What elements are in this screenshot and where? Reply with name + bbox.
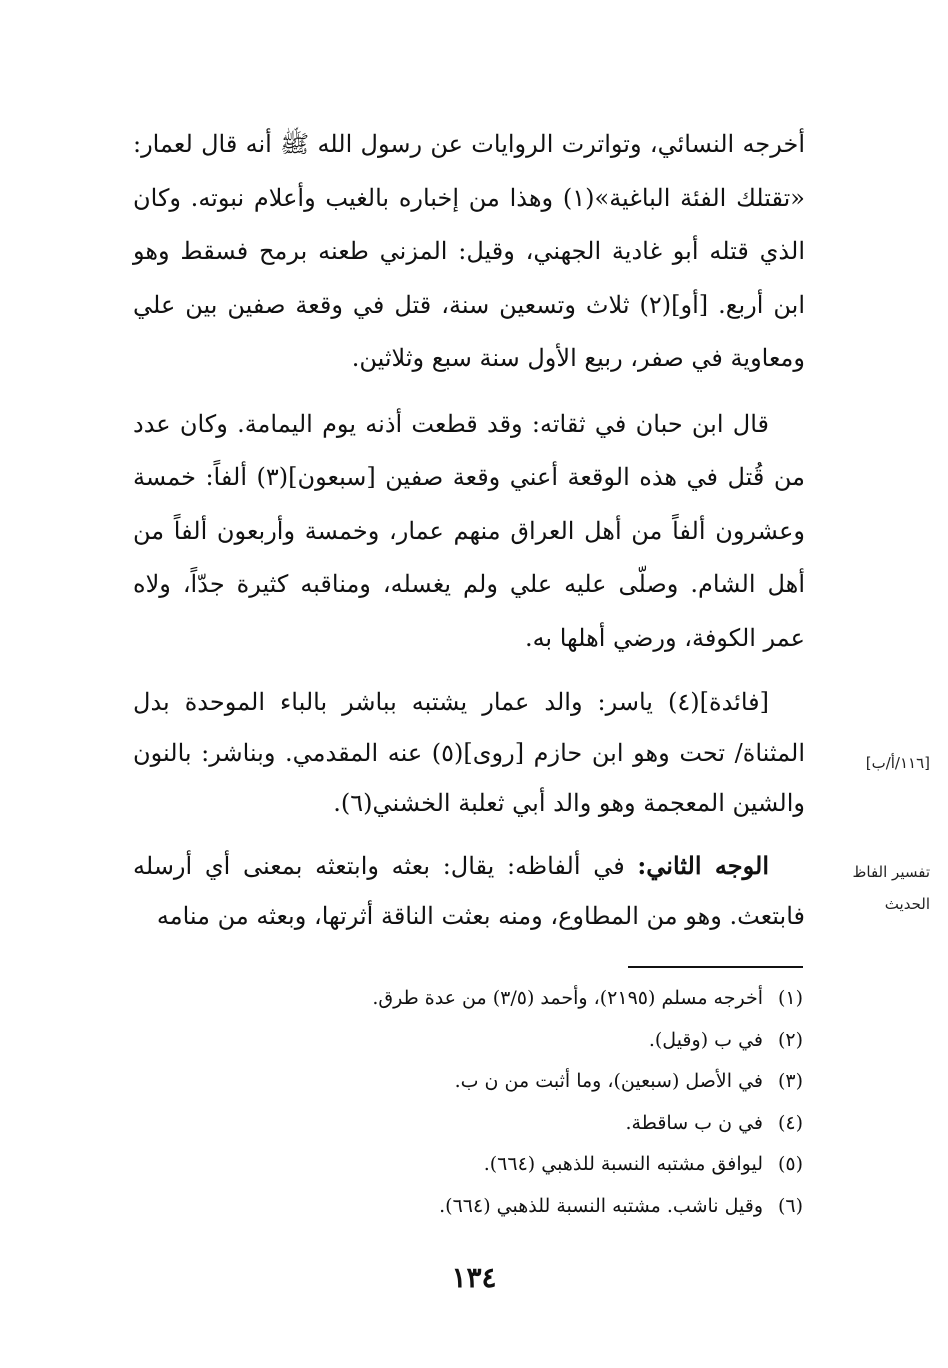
footnote-text: أخرجه مسلم (٢١٩٥)، وأحمد (٣/٥) من عدة طرق. [372,987,763,1009]
margin-folio-reference: [١١٦/أ/ب] [865,754,930,772]
footnote-item [200,1061,803,1103]
footnote-number: (٣) [777,1070,803,1093]
footnote-item [200,1186,803,1228]
footnote-separator [628,966,803,968]
page-number: ١٣٤ [451,1261,497,1294]
footnote-text: ليوافق مشتبه النسبة للذهبي (٦٦٤). [483,1153,763,1176]
margin-topic-line-1: تفسير الفاظ [852,863,930,881]
footnote-item [200,1020,803,1062]
margin-topic-line-2: الحديث [884,895,930,913]
footnote-text: في ن ب ساقطة. [625,1111,763,1134]
footnote-item [200,1144,803,1186]
footnote-text: في ب (وقيل). [648,1028,763,1051]
footnotes-list [200,978,803,1228]
paragraph-second-aspect [133,841,805,942]
section-heading: الوجه الثاني: [637,850,769,880]
footnote-number: (٥) [777,1153,803,1176]
footnote-item [200,978,803,1020]
footnote-number: (٢) [777,1028,803,1051]
footnote-number: (٤) [777,1111,803,1134]
section-text: في ألفاظه: يقال: بعثه وابتعثه بمعنى أي أرسله فابتعث. وهو من المطاوع، ومنه بعثت الناقة أثرتها، وبعثه من منامه [133,851,805,930]
footnote-text: في الأصل (سبعين)، وما أثبت من ن ب. [454,1070,763,1093]
paragraph-faida: [فائدة](٤) ياسر: والد عمار يشتبه بباشر بالباء الموحدة بدل المثناة/ تحت وهو ابن حازم [روى](٥) عنه المقدمي. وبناشر: بالنون والشين المعجمة وهو والد أبي ثعلبة الخشني(٦). [133,688,805,817]
footnote-number: (٦) [777,1194,803,1217]
footnote-number: (١) [777,987,803,1009]
footnote-item [200,1103,803,1145]
paragraph-ibn-hibban: قال ابن حبان في ثقاته: وقد قطعت أذنه يوم اليمامة. وكان عدد من قُتل في هذه الوقعة أعني وقعة صفين [سبعون](٣) ألفاً: خمسة وعشرون ألفاً من أهل العراق منهم عمار، وخمسة وأربعون ألفاً من أهل الشام. وصلّى عليه علي ولم يغسله، ومناقبه كثيرة جدّاً، ولاه عمر الكوفة، ورضي أهلها به. [133,409,805,652]
margin-topic-note [818,856,930,920]
footnote-text: وقيل ناشب. مشتبه النسبة للذهبي (٦٦٤). [439,1194,763,1217]
paragraph-ammar-narration: أخرجه النسائي، وتواترت الروايات عن رسول الله ﷺ أنه قال لعمار: «تقتلك الفئة الباغية»(١) وهذا من إخباره بالغيب وأعلام نبوته. وكان الذي قتله أبو غادية الجهني، وقيل: المزني طعنه برمح فسقط وهو ابن أربع. [أو](٢) ثلاث وتسعين سنة، قتل في وقعة صفين بين علي ومعاوية في صفر، ربيع الأول سنة سبع وثلاثين. [133,130,806,372]
main-text-column [133,118,805,942]
